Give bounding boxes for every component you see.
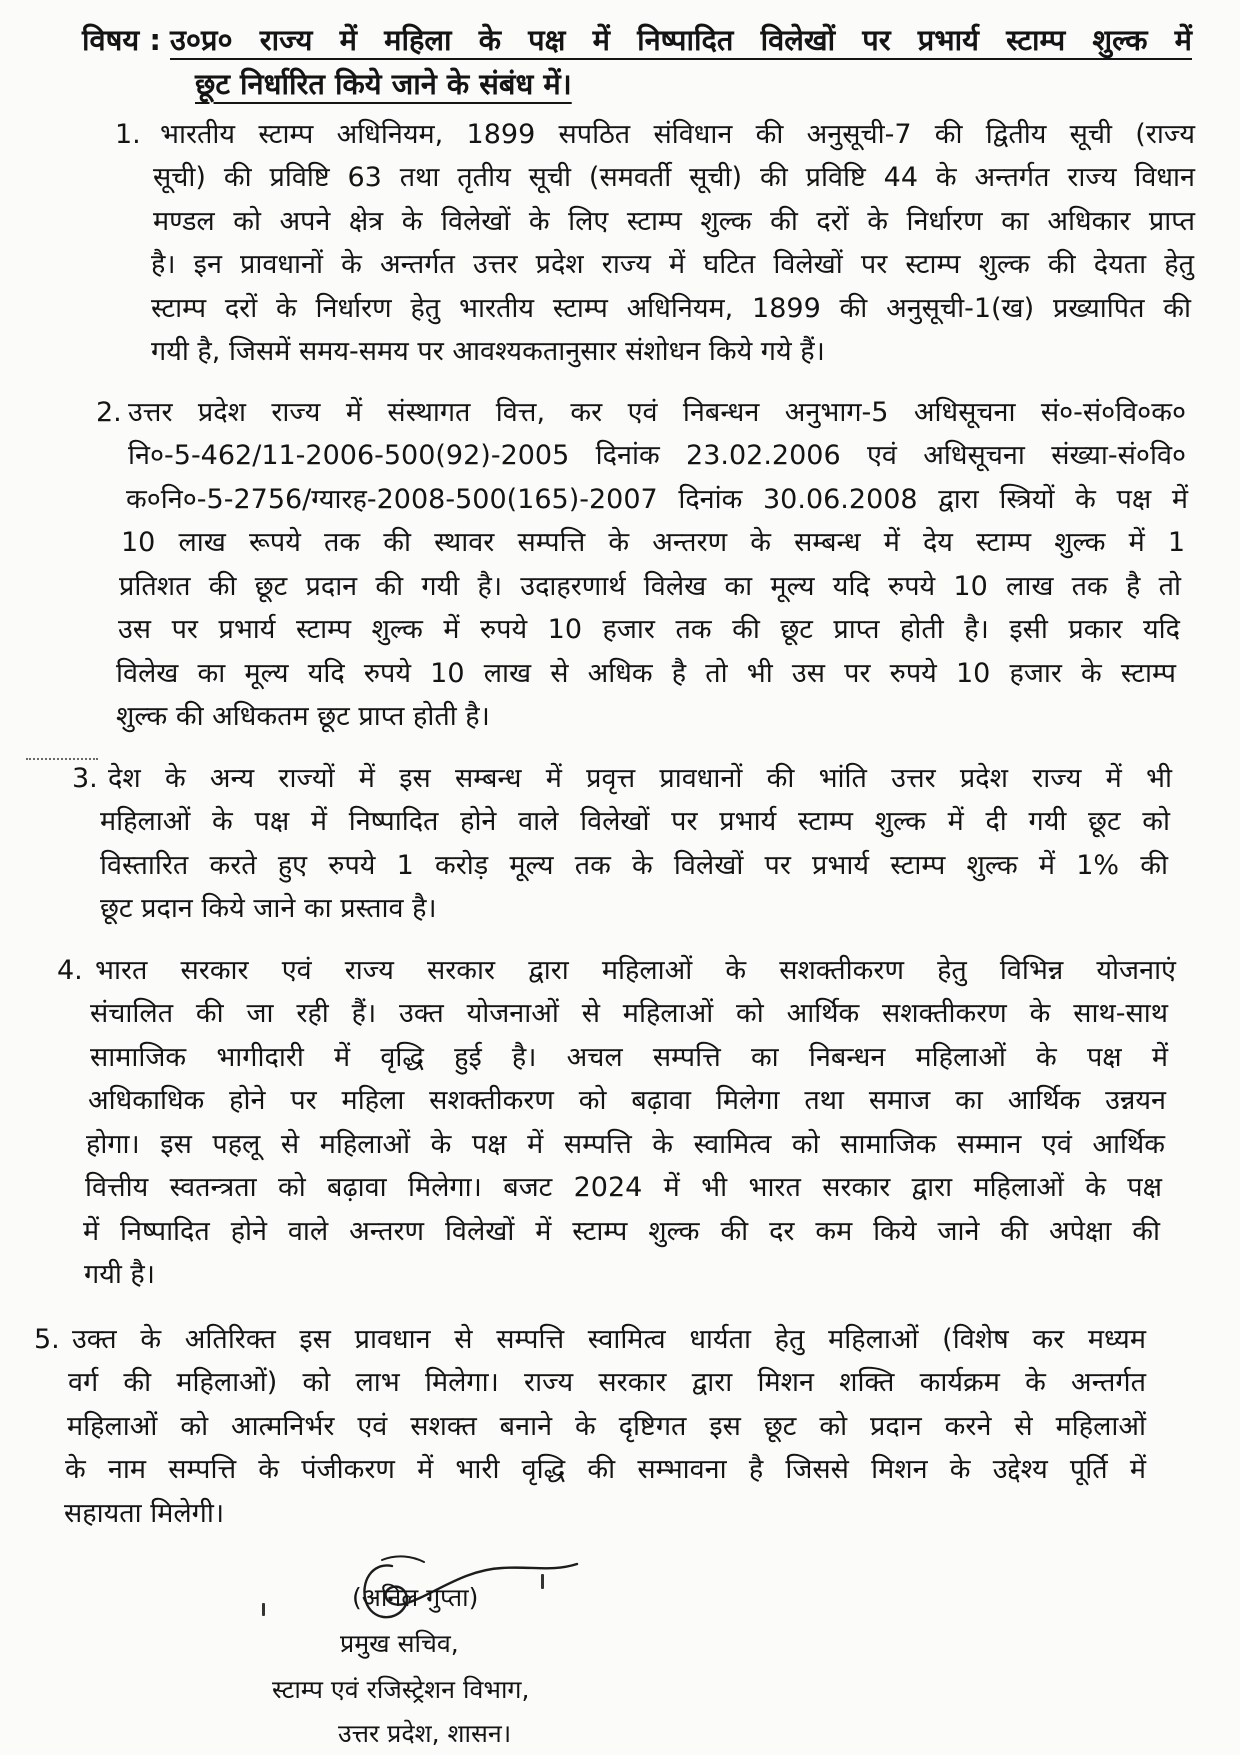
- paragraph-line: सामाजिक भागीदारी में वृद्धि हुई है। अचल सम्पत्ति का निबन्धन महिलाओं के पक्ष में: [90, 1042, 1168, 1073]
- paragraph-line: उत्तर प्रदेश राज्य में संस्थागत वित्त, कर एवं निबन्धन अनुभाग-5 अधिसूचना सं०-सं०वि०क०: [128, 397, 1186, 428]
- paragraph-line: छूट प्रदान किये जाने का प्रस्ताव है।: [100, 893, 437, 924]
- signatory-office: उत्तर प्रदेश, शासन।: [338, 1719, 512, 1748]
- signatory-department: स्टाम्प एवं रजिस्ट्रेशन विभाग,: [272, 1675, 530, 1704]
- paragraph-number: 5.: [34, 1324, 60, 1355]
- paragraph-line: है। इन प्रावधानों के अन्तर्गत उत्तर प्रदेश राज्य में घटित विलेखों पर स्टाम्प शुल्क की देयता हेतु: [151, 249, 1194, 280]
- paragraph-line: भारत सरकार एवं राज्य सरकार द्वारा महिलाओं के सशक्तीकरण हेतु विभिन्न योजनाएं: [95, 955, 1176, 986]
- subject-label: विषय :: [82, 23, 161, 57]
- paragraph-line: सहायता मिलेगी।: [64, 1498, 225, 1529]
- paragraph-line: महिलाओं को आत्मनिर्भर एवं सशक्त बनाने के दृष्टिगत इस छूट को प्रदान करने से महिलाओं: [67, 1411, 1146, 1442]
- paragraph-line: मण्डल को अपने क्षेत्र के विलेखों के लिए स्टाम्प शुल्क की दरों के निर्धारण का अधिकार प्राप्त: [153, 206, 1195, 237]
- signatory-designation: प्रमुख सचिव,: [340, 1629, 459, 1658]
- paragraph-line: प्रतिशत की छूट प्रदान की गयी है। उदाहरणार्थ विलेख का मूल्य यदि रुपये 10 लाख तक है तो: [119, 571, 1181, 602]
- paragraph-line: गयी है।: [84, 1259, 156, 1290]
- paragraph-line: उक्त के अतिरिक्त इस प्रावधान से सम्पत्ति स्वामित्व धार्यता हेतु महिलाओं (विशेष कर मध्यम: [72, 1324, 1146, 1355]
- paragraph-line: भारतीय स्टाम्प अधिनियम, 1899 सपठित संविधान की अनुसूची-7 की द्वितीय सूची (राज्य: [160, 119, 1195, 150]
- paragraph-line: स्टाम्प दरों के निर्धारण हेतु भारतीय स्टाम्प अधिनियम, 1899 की अनुसूची-1(ख) प्रख्यापित की: [151, 293, 1191, 324]
- paragraph-line: उस पर प्रभार्य स्टाम्प शुल्क में रुपये 10 हजार तक की छूट प्राप्त होती है। इसी प्रकार यदि: [118, 614, 1180, 645]
- paragraph-line: क०नि०-5-2756/ग्यारह-2008-500(165)-2007 दिनांक 30.06.2008 द्वारा स्त्रियों के पक्ष में: [126, 484, 1188, 515]
- paragraph-line: वर्ग की महिलाओं) को लाभ मिलेगा। राज्य सरकार द्वारा मिशन शक्ति कार्यक्रम के अन्तर्गत: [68, 1367, 1146, 1398]
- paragraph-line: के नाम सम्पत्ति के पंजीकरण में भारी वृद्धि की सम्भावना है जिससे मिशन के उद्देश्य पूर्ति में: [65, 1454, 1146, 1485]
- paragraph-line: नि०-5-462/11-2006-500(92)-2005 दिनांक 23.02.2006 एवं अधिसूचना संख्या-सं०वि०: [128, 440, 1186, 471]
- signatory-name: (अनिल गुप्ता): [352, 1583, 479, 1612]
- paragraph-line: में निष्पादित होने वाले अन्तरण विलेखों में स्टाम्प शुल्क की दर कम किये जाने की अपेक्षा की: [83, 1216, 1160, 1247]
- paragraph-line: वित्तीय स्वतन्त्रता को बढ़ावा मिलेगा। बजट 2024 में भी भारत सरकार द्वारा महिलाओं के पक्ष: [85, 1172, 1162, 1203]
- subject-line: उ०प्र० राज्य में महिला के पक्ष में निष्पादित विलेखों पर प्रभार्य स्टाम्प शुल्क में: [170, 23, 1192, 57]
- paragraph-line: अधिकाधिक होने पर महिला सशक्तीकरण को बढ़ावा मिलेगा तथा समाज का आर्थिक उन्नयन: [88, 1085, 1166, 1116]
- paragraph-number: 2.: [96, 397, 122, 428]
- paragraph-line: विलेख का मूल्य यदि रुपये 10 लाख से अधिक है तो भी उस पर रुपये 10 हजार के स्टाम्प: [116, 658, 1176, 689]
- paragraph-number: 1.: [115, 119, 141, 150]
- paragraph-line: शुल्क की अधिकतम छूट प्राप्त होती है।: [116, 701, 490, 732]
- paragraph-line: विस्तारित करते हुए रुपये 1 करोड़ मूल्य तक के विलेखों पर प्रभार्य स्टाम्प शुल्क में 1% की: [100, 850, 1168, 881]
- paragraph-number: 4.: [57, 955, 83, 986]
- paragraph-line: महिलाओं के पक्ष में निष्पादित होने वाले विलेखों पर प्रभार्य स्टाम्प शुल्क में दी गयी छूट को: [100, 806, 1170, 837]
- paragraph-line: संचालित की जा रही हैं। उक्त योजनाओं से महिलाओं को आर्थिक सशक्तीकरण के साथ-साथ: [90, 998, 1168, 1029]
- paragraph-number: 3.: [72, 763, 98, 794]
- paragraph-line: देश के अन्य राज्यों में इस सम्बन्ध में प्रवृत्त प्रावधानों की भांति उत्तर प्रदेश राज्य में भी: [108, 763, 1172, 794]
- paragraph-line: सूची) की प्रविष्टि 63 तथा तृतीय सूची (समवर्ती सूची) की प्रविष्टि 44 के अन्तर्गत राज्य विधान: [153, 162, 1195, 193]
- paragraph-line: 10 लाख रूपये तक की स्थावर सम्पत्ति के अन्तरण के सम्बन्ध में देय स्टाम्प शुल्क में 1: [121, 527, 1185, 558]
- paragraph-line: गयी है, जिसमें समय-समय पर आवश्यकतानुसार संशोधन किये गये हैं।: [151, 336, 825, 367]
- scan-tick-mark: [262, 1603, 265, 1616]
- paragraph-line: होगा। इस पहलू से महिलाओं के पक्ष में सम्पत्ति के स्वामित्व को सामाजिक सम्मान एवं आर्थिक: [86, 1129, 1165, 1160]
- subject-line: छूट निर्धारित किये जाने के संबंध में।: [195, 67, 572, 101]
